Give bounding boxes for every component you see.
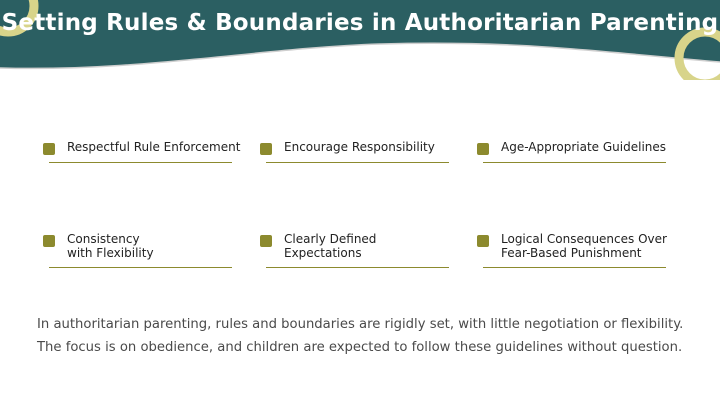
item-underline — [49, 162, 232, 163]
square-bullet-icon — [260, 235, 272, 247]
square-bullet-icon — [477, 235, 489, 247]
square-bullet-icon — [260, 143, 272, 155]
header-banner — [0, 0, 720, 80]
item-underline — [483, 162, 666, 163]
body-line-2: The focus is on obedience, and children are expected to follow these guidelines without question. — [37, 340, 683, 355]
item-underline — [266, 162, 449, 163]
page-title: Setting Rules & Boundaries in Authoritarian Parenting — [1, 10, 719, 36]
item-underline — [266, 267, 449, 268]
item-label-line1: Logical Consequences Over — [501, 232, 667, 246]
item-label: Respectful Rule Enforcement — [67, 140, 241, 154]
item-label: Age-Appropriate Guidelines — [501, 140, 667, 154]
square-bullet-icon — [43, 143, 55, 155]
item-label-line1: Clearly Defined — [284, 232, 377, 246]
square-bullet-icon — [477, 143, 489, 155]
item-label — [67, 232, 154, 260]
item-label-line2: Expectations — [284, 246, 362, 260]
body-line-1: In authoritarian parenting, rules and boundaries are rigidly set, with little negotiation or flexibility. — [37, 317, 684, 332]
item-label — [501, 232, 667, 260]
item-label-line1: Consistency — [67, 232, 140, 246]
item-underline — [483, 267, 666, 268]
square-bullet-icon — [43, 235, 55, 247]
item-label: Encourage Responsibility — [284, 140, 435, 154]
item-underline — [49, 267, 232, 268]
item-label-line2: Fear-Based Punishment — [501, 246, 642, 260]
body-paragraph — [37, 313, 697, 359]
item-label-line2: with Flexibility — [67, 246, 154, 260]
item-label — [284, 232, 376, 260]
